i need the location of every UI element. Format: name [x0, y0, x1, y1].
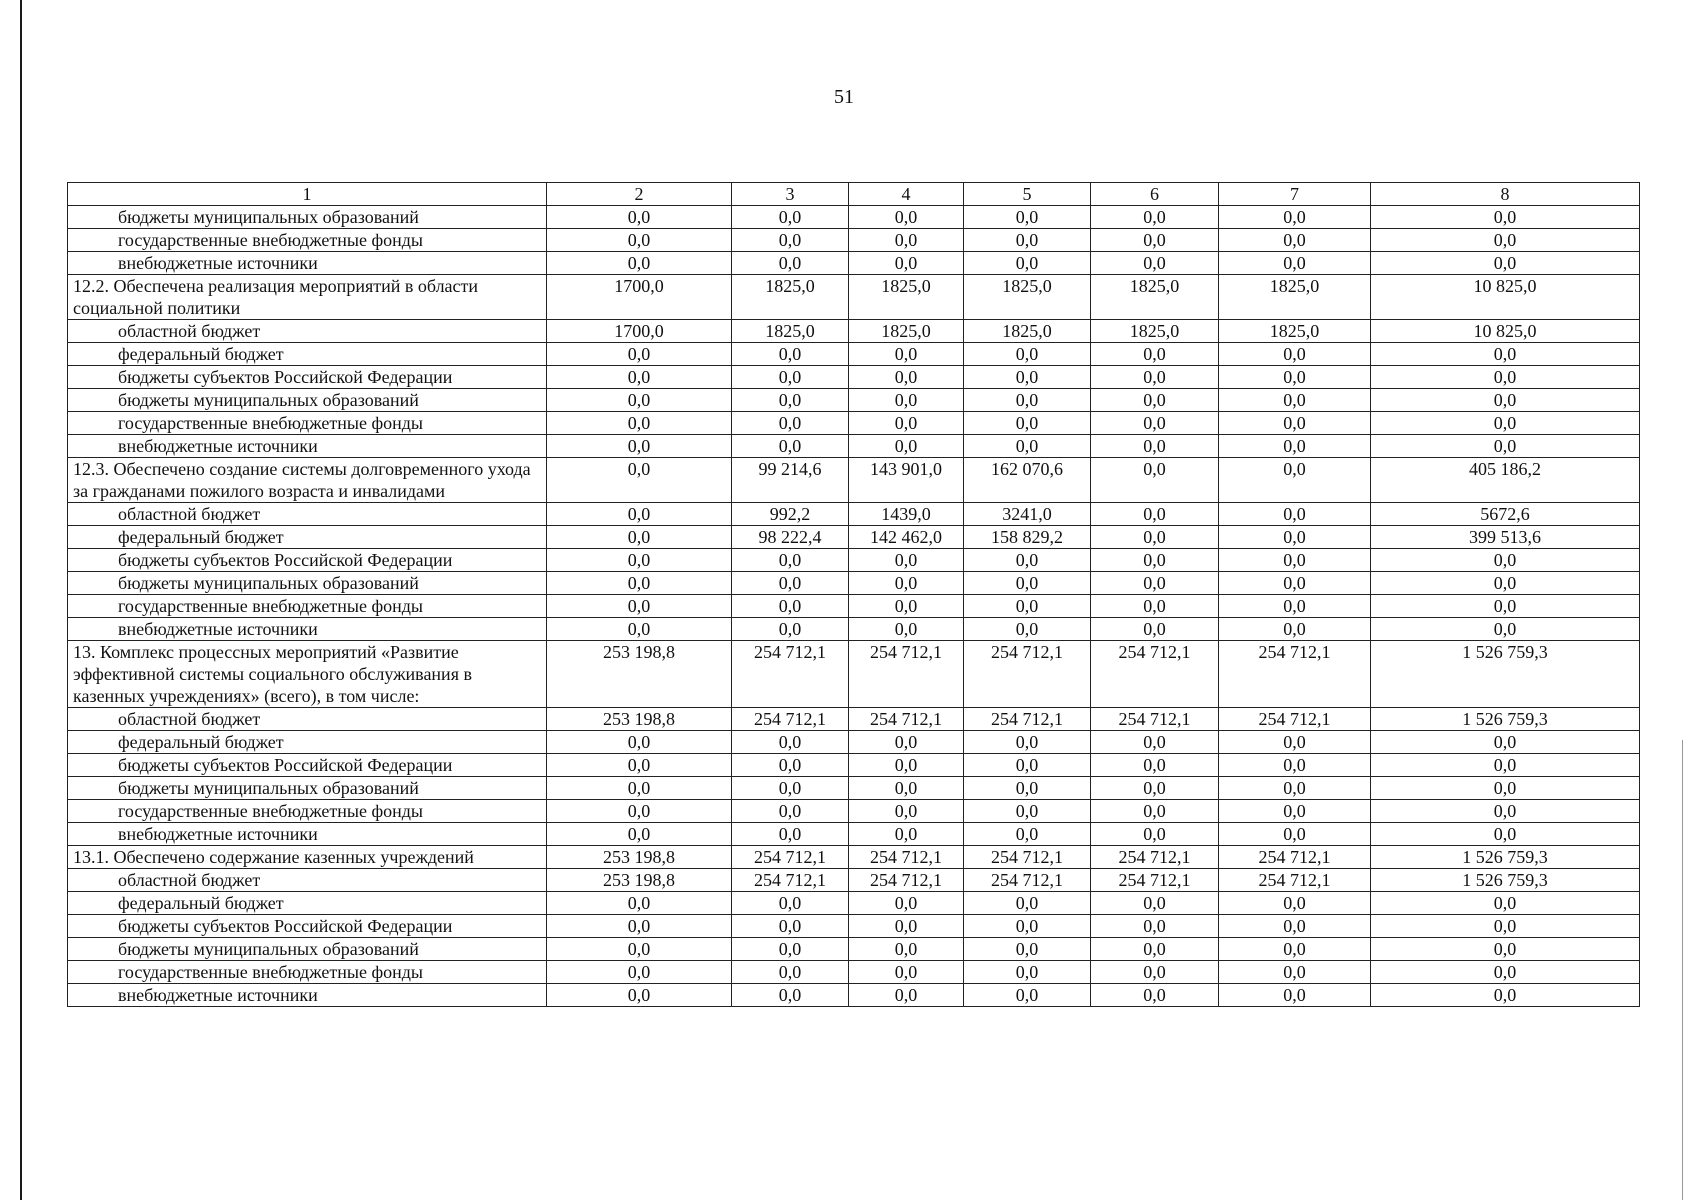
amount-cell: 0,0	[1091, 938, 1219, 961]
funding-source-label: бюджеты субъектов Российской Федерации	[68, 915, 547, 938]
column-header: 2	[547, 183, 732, 206]
amount-cell: 0,0	[547, 206, 732, 229]
amount-cell: 1825,0	[849, 320, 964, 343]
amount-cell: 0,0	[732, 800, 849, 823]
column-header: 6	[1091, 183, 1219, 206]
table-row-source	[68, 618, 1640, 641]
table-row-source	[68, 366, 1640, 389]
amount-cell: 1825,0	[1091, 320, 1219, 343]
funding-source-label: бюджеты муниципальных образований	[68, 206, 547, 229]
funding-source-label: федеральный бюджет	[68, 892, 547, 915]
funding-source-label: бюджеты субъектов Российской Федерации	[68, 549, 547, 572]
amount-cell: 1 526 759,3	[1371, 641, 1640, 708]
amount-cell: 254 712,1	[849, 708, 964, 731]
amount-cell: 0,0	[732, 777, 849, 800]
column-header: 7	[1219, 183, 1371, 206]
amount-cell: 0,0	[964, 549, 1091, 572]
amount-cell: 0,0	[1371, 754, 1640, 777]
amount-cell: 0,0	[1091, 823, 1219, 846]
amount-cell: 0,0	[1371, 389, 1640, 412]
amount-cell: 0,0	[732, 892, 849, 915]
amount-cell: 0,0	[1219, 823, 1371, 846]
amount-cell: 254 712,1	[964, 846, 1091, 869]
funding-source-label: внебюджетные источники	[68, 252, 547, 275]
amount-cell: 0,0	[1371, 252, 1640, 275]
amount-cell: 142 462,0	[849, 526, 964, 549]
amount-cell: 0,0	[1371, 731, 1640, 754]
amount-cell: 0,0	[964, 800, 1091, 823]
amount-cell: 0,0	[547, 549, 732, 572]
amount-cell: 0,0	[547, 412, 732, 435]
amount-cell: 0,0	[1091, 412, 1219, 435]
table-row-source	[68, 572, 1640, 595]
amount-cell: 0,0	[849, 389, 964, 412]
amount-cell: 1825,0	[1219, 275, 1371, 320]
amount-cell: 1825,0	[849, 275, 964, 320]
amount-cell: 10 825,0	[1371, 275, 1640, 320]
funding-source-label: бюджеты муниципальных образований	[68, 389, 547, 412]
amount-cell: 1 526 759,3	[1371, 869, 1640, 892]
amount-cell: 0,0	[849, 366, 964, 389]
table-row-source	[68, 412, 1640, 435]
amount-cell: 0,0	[1371, 549, 1640, 572]
amount-cell: 0,0	[1091, 389, 1219, 412]
amount-cell: 0,0	[1219, 961, 1371, 984]
amount-cell: 0,0	[1091, 892, 1219, 915]
amount-cell: 0,0	[732, 618, 849, 641]
funding-source-label: бюджеты муниципальных образований	[68, 572, 547, 595]
amount-cell: 0,0	[547, 731, 732, 754]
column-header: 1	[68, 183, 547, 206]
table-row-source	[68, 892, 1640, 915]
amount-cell: 0,0	[1219, 252, 1371, 275]
amount-cell: 0,0	[732, 915, 849, 938]
amount-cell: 0,0	[964, 915, 1091, 938]
amount-cell: 0,0	[964, 389, 1091, 412]
amount-cell: 0,0	[1219, 938, 1371, 961]
amount-cell: 0,0	[1091, 961, 1219, 984]
amount-cell: 0,0	[732, 572, 849, 595]
amount-cell: 253 198,8	[547, 846, 732, 869]
funding-source-label: внебюджетные источники	[68, 435, 547, 458]
amount-cell: 0,0	[732, 252, 849, 275]
amount-cell: 0,0	[732, 961, 849, 984]
amount-cell: 0,0	[1371, 892, 1640, 915]
amount-cell: 0,0	[849, 984, 964, 1007]
amount-cell: 0,0	[1091, 618, 1219, 641]
table-row-source	[68, 823, 1640, 846]
funding-source-label: федеральный бюджет	[68, 526, 547, 549]
funding-source-label: внебюджетные источники	[68, 984, 547, 1007]
table-row-source	[68, 915, 1640, 938]
amount-cell: 0,0	[1219, 549, 1371, 572]
funding-source-label: государственные внебюджетные фонды	[68, 961, 547, 984]
amount-cell: 0,0	[849, 915, 964, 938]
amount-cell: 0,0	[1091, 206, 1219, 229]
amount-cell: 3241,0	[964, 503, 1091, 526]
amount-cell: 1825,0	[1219, 320, 1371, 343]
amount-cell: 0,0	[849, 343, 964, 366]
scan-right-edge	[1682, 740, 1683, 1200]
table-row-item	[68, 641, 1640, 708]
amount-cell: 253 198,8	[547, 641, 732, 708]
amount-cell: 0,0	[547, 961, 732, 984]
amount-cell: 0,0	[849, 595, 964, 618]
amount-cell: 0,0	[1371, 938, 1640, 961]
amount-cell: 0,0	[849, 800, 964, 823]
amount-cell: 254 712,1	[964, 641, 1091, 708]
amount-cell: 0,0	[1219, 892, 1371, 915]
funding-source-label: бюджеты муниципальных образований	[68, 777, 547, 800]
amount-cell: 1825,0	[732, 320, 849, 343]
column-number-row	[68, 183, 1640, 206]
amount-cell: 1700,0	[547, 320, 732, 343]
amount-cell: 0,0	[732, 229, 849, 252]
table-row-source	[68, 961, 1640, 984]
table-row-source	[68, 435, 1640, 458]
item-title: 13. Комплекс процессных мероприятий «Развитие эффективной системы социального обслуживания в казенных учреждениях» (всего), в том числе:	[68, 641, 547, 708]
funding-source-label: государственные внебюджетные фонды	[68, 412, 547, 435]
amount-cell: 0,0	[732, 938, 849, 961]
amount-cell: 0,0	[1219, 229, 1371, 252]
amount-cell: 0,0	[1371, 595, 1640, 618]
amount-cell: 0,0	[1219, 618, 1371, 641]
amount-cell: 0,0	[547, 892, 732, 915]
amount-cell: 399 513,6	[1371, 526, 1640, 549]
amount-cell: 0,0	[547, 252, 732, 275]
amount-cell: 0,0	[1091, 252, 1219, 275]
amount-cell: 0,0	[1371, 984, 1640, 1007]
table-row-source	[68, 320, 1640, 343]
amount-cell: 0,0	[964, 938, 1091, 961]
amount-cell: 1700,0	[547, 275, 732, 320]
amount-cell: 254 712,1	[964, 869, 1091, 892]
amount-cell: 0,0	[1219, 526, 1371, 549]
table-row-item	[68, 275, 1640, 320]
funding-source-label: федеральный бюджет	[68, 343, 547, 366]
funding-source-label: государственные внебюджетные фонды	[68, 229, 547, 252]
amount-cell: 0,0	[547, 754, 732, 777]
table-row-source	[68, 731, 1640, 754]
amount-cell: 0,0	[1219, 412, 1371, 435]
amount-cell: 0,0	[547, 526, 732, 549]
item-title: 13.1. Обеспечено содержание казенных учреждений	[68, 846, 547, 869]
amount-cell: 1 526 759,3	[1371, 708, 1640, 731]
amount-cell: 0,0	[1219, 503, 1371, 526]
amount-cell: 0,0	[964, 823, 1091, 846]
amount-cell: 254 712,1	[849, 846, 964, 869]
amount-cell: 0,0	[849, 618, 964, 641]
amount-cell: 0,0	[547, 800, 732, 823]
amount-cell: 0,0	[1091, 915, 1219, 938]
amount-cell: 0,0	[547, 435, 732, 458]
amount-cell: 0,0	[547, 229, 732, 252]
amount-cell: 0,0	[1371, 343, 1640, 366]
amount-cell: 0,0	[849, 549, 964, 572]
amount-cell: 0,0	[1219, 754, 1371, 777]
amount-cell: 0,0	[1371, 206, 1640, 229]
amount-cell: 0,0	[1091, 503, 1219, 526]
amount-cell: 0,0	[849, 731, 964, 754]
amount-cell: 0,0	[964, 754, 1091, 777]
amount-cell: 0,0	[1219, 800, 1371, 823]
amount-cell: 0,0	[732, 823, 849, 846]
amount-cell: 0,0	[1371, 823, 1640, 846]
budget-table	[67, 182, 1640, 1007]
table-row-source	[68, 754, 1640, 777]
amount-cell: 254 712,1	[1091, 846, 1219, 869]
amount-cell: 0,0	[1219, 595, 1371, 618]
column-header: 3	[732, 183, 849, 206]
amount-cell: 1825,0	[964, 275, 1091, 320]
amount-cell: 0,0	[964, 572, 1091, 595]
column-header: 4	[849, 183, 964, 206]
budget-table-body	[68, 183, 1640, 1007]
amount-cell: 0,0	[1091, 984, 1219, 1007]
funding-source-label: областной бюджет	[68, 708, 547, 731]
amount-cell: 0,0	[1091, 526, 1219, 549]
amount-cell: 0,0	[964, 412, 1091, 435]
amount-cell: 0,0	[964, 961, 1091, 984]
amount-cell: 0,0	[1371, 800, 1640, 823]
amount-cell: 0,0	[732, 984, 849, 1007]
amount-cell: 0,0	[964, 252, 1091, 275]
amount-cell: 0,0	[1091, 754, 1219, 777]
amount-cell: 0,0	[547, 777, 732, 800]
funding-source-label: государственные внебюджетные фонды	[68, 595, 547, 618]
amount-cell: 0,0	[732, 754, 849, 777]
item-title: 12.3. Обеспечено создание системы долговременного ухода за гражданами пожилого возраста и инвалидами	[68, 458, 547, 503]
amount-cell: 162 070,6	[964, 458, 1091, 503]
amount-cell: 254 712,1	[1219, 846, 1371, 869]
amount-cell: 0,0	[1091, 800, 1219, 823]
amount-cell: 0,0	[849, 938, 964, 961]
table-row-source	[68, 777, 1640, 800]
funding-source-label: бюджеты муниципальных образований	[68, 938, 547, 961]
amount-cell: 0,0	[849, 229, 964, 252]
amount-cell: 0,0	[732, 389, 849, 412]
amount-cell: 0,0	[547, 572, 732, 595]
amount-cell: 0,0	[1091, 777, 1219, 800]
amount-cell: 253 198,8	[547, 869, 732, 892]
amount-cell: 0,0	[964, 366, 1091, 389]
amount-cell: 0,0	[849, 252, 964, 275]
amount-cell: 0,0	[547, 366, 732, 389]
amount-cell: 254 712,1	[1219, 869, 1371, 892]
funding-source-label: областной бюджет	[68, 869, 547, 892]
table-row-source	[68, 549, 1640, 572]
amount-cell: 1 526 759,3	[1371, 846, 1640, 869]
amount-cell: 0,0	[1219, 206, 1371, 229]
table-row-source	[68, 503, 1640, 526]
table-row-item	[68, 846, 1640, 869]
amount-cell: 0,0	[849, 777, 964, 800]
column-header: 8	[1371, 183, 1640, 206]
amount-cell: 0,0	[1091, 731, 1219, 754]
amount-cell: 0,0	[1219, 343, 1371, 366]
amount-cell: 0,0	[1091, 229, 1219, 252]
scan-left-edge	[20, 0, 22, 1200]
amount-cell: 0,0	[964, 731, 1091, 754]
amount-cell: 0,0	[849, 435, 964, 458]
amount-cell: 0,0	[732, 366, 849, 389]
amount-cell: 0,0	[732, 595, 849, 618]
amount-cell: 254 712,1	[1091, 869, 1219, 892]
amount-cell: 0,0	[849, 754, 964, 777]
amount-cell: 0,0	[547, 915, 732, 938]
funding-source-label: федеральный бюджет	[68, 731, 547, 754]
amount-cell: 0,0	[1371, 618, 1640, 641]
table-row-source	[68, 708, 1640, 731]
amount-cell: 5672,6	[1371, 503, 1640, 526]
amount-cell: 0,0	[1371, 366, 1640, 389]
amount-cell: 254 712,1	[732, 846, 849, 869]
amount-cell: 98 222,4	[732, 526, 849, 549]
table-row-source	[68, 252, 1640, 275]
amount-cell: 0,0	[732, 731, 849, 754]
amount-cell: 0,0	[849, 823, 964, 846]
amount-cell: 0,0	[849, 961, 964, 984]
amount-cell: 0,0	[732, 549, 849, 572]
amount-cell: 0,0	[1091, 343, 1219, 366]
amount-cell: 254 712,1	[1219, 641, 1371, 708]
amount-cell: 254 712,1	[1219, 708, 1371, 731]
funding-source-label: бюджеты субъектов Российской Федерации	[68, 754, 547, 777]
amount-cell: 0,0	[964, 206, 1091, 229]
amount-cell: 0,0	[1219, 366, 1371, 389]
amount-cell: 0,0	[547, 503, 732, 526]
amount-cell: 0,0	[1371, 572, 1640, 595]
funding-source-label: областной бюджет	[68, 320, 547, 343]
amount-cell: 0,0	[964, 984, 1091, 1007]
amount-cell: 0,0	[1219, 458, 1371, 503]
amount-cell: 0,0	[547, 343, 732, 366]
amount-cell: 0,0	[1091, 366, 1219, 389]
amount-cell: 254 712,1	[849, 641, 964, 708]
amount-cell: 0,0	[1371, 229, 1640, 252]
amount-cell: 0,0	[547, 984, 732, 1007]
amount-cell: 0,0	[547, 595, 732, 618]
amount-cell: 0,0	[732, 206, 849, 229]
amount-cell: 254 712,1	[1091, 708, 1219, 731]
amount-cell: 0,0	[964, 892, 1091, 915]
amount-cell: 0,0	[1371, 961, 1640, 984]
amount-cell: 0,0	[1091, 458, 1219, 503]
amount-cell: 0,0	[1091, 549, 1219, 572]
amount-cell: 0,0	[547, 618, 732, 641]
amount-cell: 158 829,2	[964, 526, 1091, 549]
amount-cell: 405 186,2	[1371, 458, 1640, 503]
amount-cell: 0,0	[732, 435, 849, 458]
funding-source-label: внебюджетные источники	[68, 618, 547, 641]
table-row-source	[68, 389, 1640, 412]
amount-cell: 0,0	[547, 938, 732, 961]
amount-cell: 1825,0	[964, 320, 1091, 343]
amount-cell: 254 712,1	[732, 708, 849, 731]
amount-cell: 0,0	[1371, 412, 1640, 435]
amount-cell: 0,0	[849, 206, 964, 229]
table-row-source	[68, 526, 1640, 549]
table-row-source	[68, 595, 1640, 618]
table-row-source	[68, 343, 1640, 366]
amount-cell: 0,0	[964, 229, 1091, 252]
amount-cell: 0,0	[1091, 572, 1219, 595]
funding-source-label: внебюджетные источники	[68, 823, 547, 846]
amount-cell: 0,0	[547, 458, 732, 503]
amount-cell: 992,2	[732, 503, 849, 526]
amount-cell: 0,0	[849, 572, 964, 595]
amount-cell: 0,0	[732, 412, 849, 435]
amount-cell: 254 712,1	[1091, 641, 1219, 708]
funding-source-label: бюджеты субъектов Российской Федерации	[68, 366, 547, 389]
amount-cell: 0,0	[1371, 435, 1640, 458]
amount-cell: 253 198,8	[547, 708, 732, 731]
amount-cell: 10 825,0	[1371, 320, 1640, 343]
amount-cell: 99 214,6	[732, 458, 849, 503]
amount-cell: 0,0	[1371, 777, 1640, 800]
amount-cell: 0,0	[1091, 435, 1219, 458]
table-row-item	[68, 458, 1640, 503]
table-row-source	[68, 229, 1640, 252]
amount-cell: 0,0	[1219, 572, 1371, 595]
amount-cell: 0,0	[849, 412, 964, 435]
amount-cell: 0,0	[1219, 777, 1371, 800]
table-row-source	[68, 206, 1640, 229]
amount-cell: 0,0	[964, 435, 1091, 458]
page-number: 51	[834, 86, 854, 108]
amount-cell: 0,0	[547, 389, 732, 412]
amount-cell: 0,0	[732, 343, 849, 366]
amount-cell: 0,0	[964, 343, 1091, 366]
amount-cell: 254 712,1	[849, 869, 964, 892]
amount-cell: 0,0	[964, 777, 1091, 800]
funding-source-label: государственные внебюджетные фонды	[68, 800, 547, 823]
amount-cell: 0,0	[1091, 595, 1219, 618]
amount-cell: 0,0	[964, 595, 1091, 618]
amount-cell: 0,0	[1219, 984, 1371, 1007]
column-header: 5	[964, 183, 1091, 206]
amount-cell: 0,0	[1219, 435, 1371, 458]
table-row-source	[68, 984, 1640, 1007]
amount-cell: 254 712,1	[732, 641, 849, 708]
amount-cell: 254 712,1	[732, 869, 849, 892]
amount-cell: 0,0	[849, 892, 964, 915]
amount-cell: 254 712,1	[964, 708, 1091, 731]
amount-cell: 1825,0	[1091, 275, 1219, 320]
table-row-source	[68, 938, 1640, 961]
table-row-source	[68, 869, 1640, 892]
amount-cell: 1439,0	[849, 503, 964, 526]
amount-cell: 143 901,0	[849, 458, 964, 503]
funding-source-label: областной бюджет	[68, 503, 547, 526]
amount-cell: 0,0	[1219, 731, 1371, 754]
amount-cell: 0,0	[547, 823, 732, 846]
amount-cell: 1825,0	[732, 275, 849, 320]
amount-cell: 0,0	[1219, 915, 1371, 938]
item-title: 12.2. Обеспечена реализация мероприятий в области социальной политики	[68, 275, 547, 320]
table-row-source	[68, 800, 1640, 823]
amount-cell: 0,0	[964, 618, 1091, 641]
amount-cell: 0,0	[1219, 389, 1371, 412]
amount-cell: 0,0	[1371, 915, 1640, 938]
